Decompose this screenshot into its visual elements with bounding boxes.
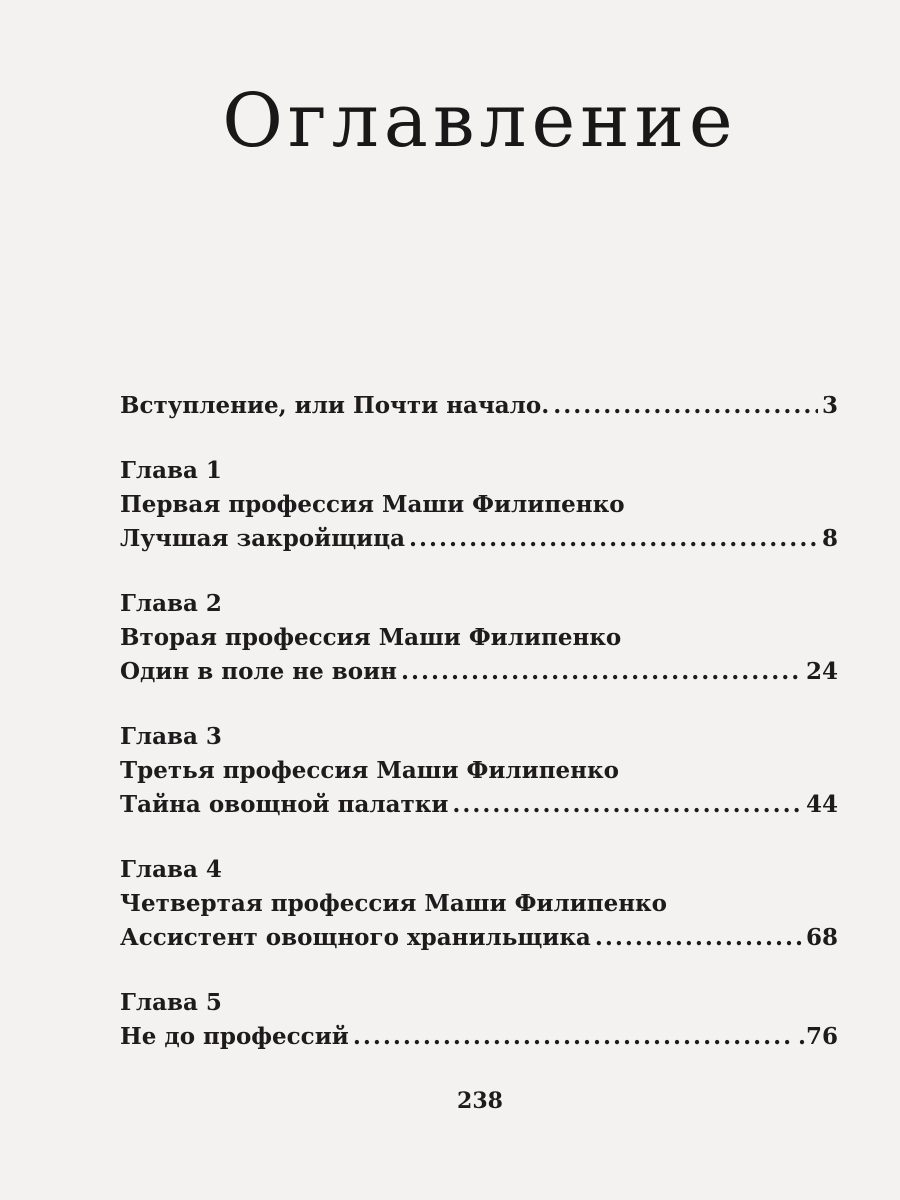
toc-entry-label: Один в поле не воин [120, 658, 397, 685]
toc-entry-label: Ассистент овощного хранильщика [120, 924, 591, 951]
dot-leader [452, 791, 802, 818]
chapter-subtitle: Первая профессия Маши Филипенко [120, 491, 625, 518]
toc-entry-page: 68 [805, 924, 838, 951]
table-of-contents [120, 392, 838, 1058]
dot-leader [353, 1023, 794, 1050]
toc-entry-label: Не до профессий [120, 1023, 349, 1050]
toc-entry-page: .76 [797, 1023, 838, 1050]
toc-entry-label: Вступление, или Почти начало. [120, 392, 550, 419]
chapter-heading: Глава 1 [120, 457, 222, 484]
chapter-heading: Глава 2 [120, 590, 222, 617]
toc-entry-intro [120, 392, 838, 427]
chapter-subtitle: Третья профессия Маши Филипенко [120, 757, 619, 784]
toc-entry [120, 525, 838, 560]
dot-leader [553, 392, 818, 419]
toc-entry [120, 791, 838, 826]
toc-entry-page: 8 [821, 525, 838, 552]
chapter-heading: Глава 3 [120, 723, 222, 750]
toc-entry-page: 44 [805, 791, 838, 818]
chapter-subtitle: Вторая профессия Маши Филипенко [120, 624, 622, 651]
toc-entry-page: 3 [821, 392, 838, 419]
toc-entry [120, 924, 838, 959]
dot-leader [401, 658, 802, 685]
chapter-subtitle: Четвертая профессия Маши Филипенко [120, 890, 667, 917]
chapter-heading: Глава 5 [120, 989, 222, 1016]
chapter-heading: Глава 4 [120, 856, 222, 883]
dot-leader [595, 924, 802, 951]
page-title: Оглавление [222, 78, 738, 164]
dot-leader [409, 525, 818, 552]
toc-entry [120, 1023, 838, 1058]
toc-entry-label: Лучшая закройщица [120, 525, 406, 552]
toc-entry [120, 658, 838, 693]
toc-entry-label: Тайна овощной палатки [120, 791, 449, 818]
toc-entry-page: 24 [805, 658, 838, 685]
page-number: 238 [457, 1088, 503, 1114]
